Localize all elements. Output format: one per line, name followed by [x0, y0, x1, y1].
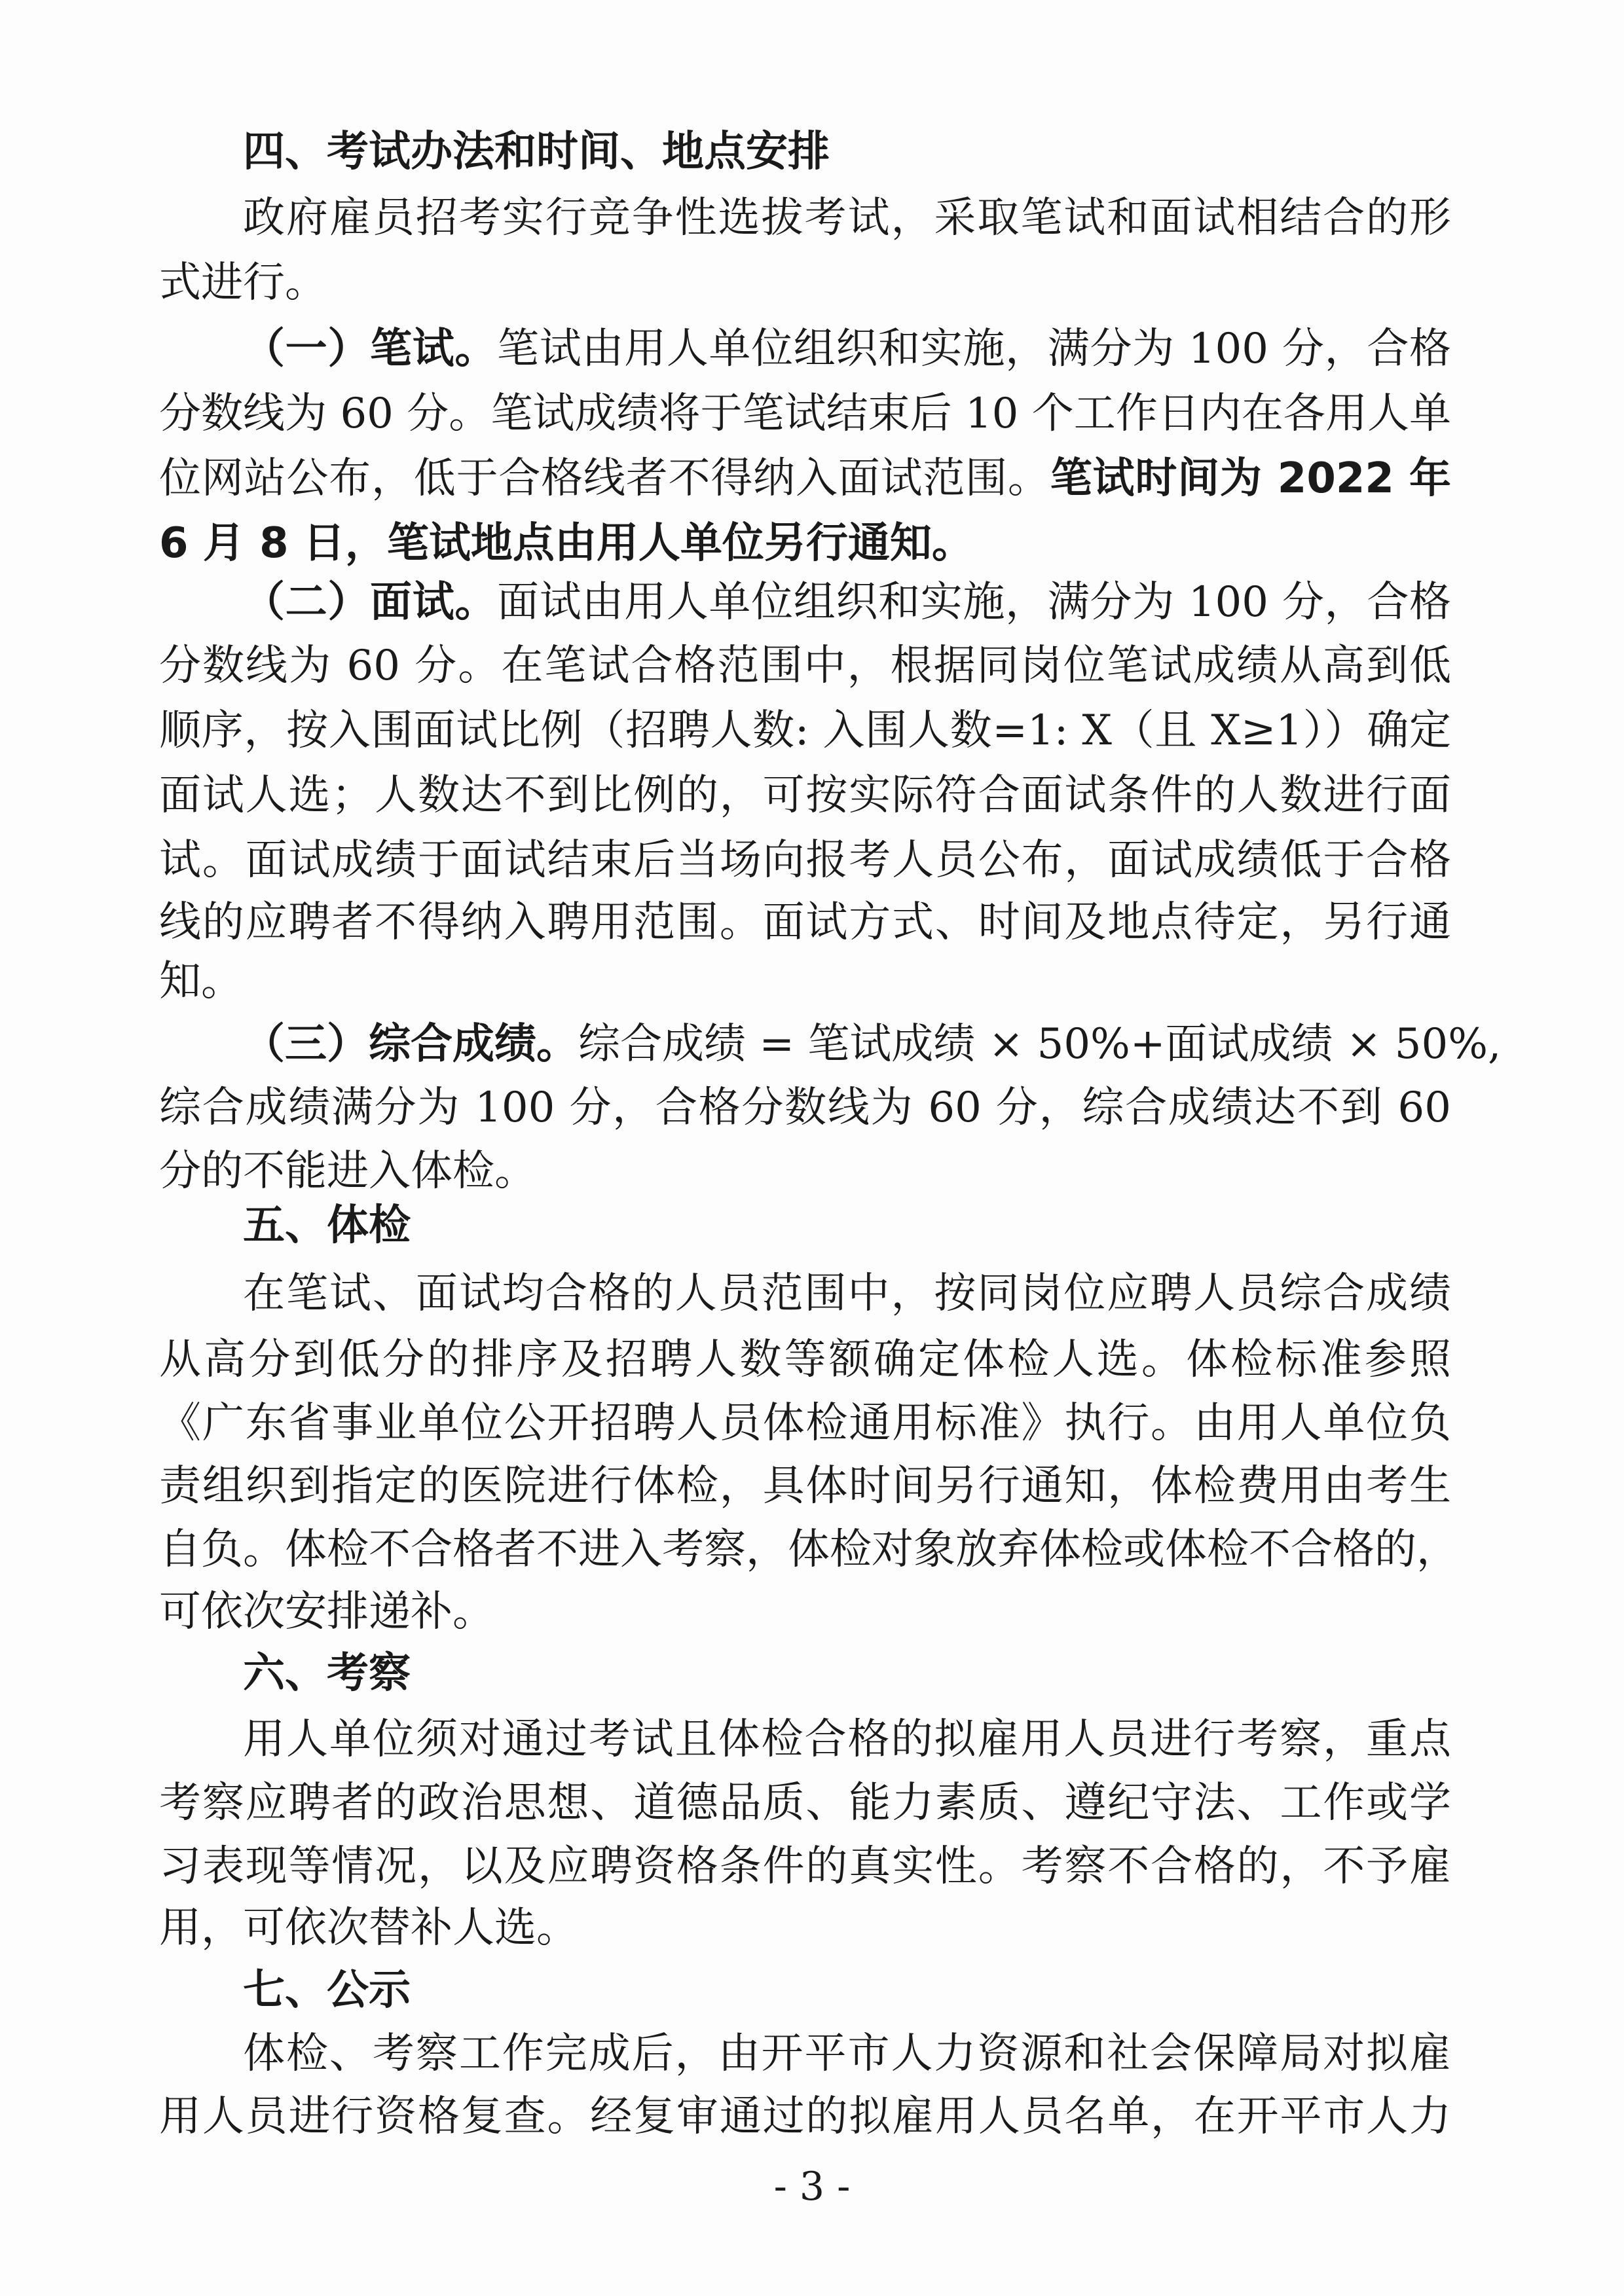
- paragraph-line: [159, 1902, 1451, 1954]
- line-text: 七、公示: [243, 1966, 411, 2014]
- paragraph-line: [159, 257, 1451, 309]
- paragraph-line: [243, 1018, 1502, 1070]
- line-text: 式进行。: [159, 259, 327, 307]
- paragraph-line: [159, 769, 1451, 822]
- paragraph-line: [159, 1586, 1451, 1638]
- line-text: 笔试由用人单位组织和实施，满分为 100 分，合格: [497, 325, 1452, 373]
- paragraph-line: [243, 576, 1451, 629]
- paragraph-line: [243, 1267, 1451, 1320]
- line-text: 可依次安排递补。: [159, 1588, 494, 1636]
- line-text: 体检、考察工作完成后，由开平市人力资源和社会保障局对拟雇: [243, 2030, 1451, 2078]
- line-text: 用人单位须对通过考试且体检合格的拟雇用人员进行考察，重点: [243, 1715, 1451, 1764]
- line-text: 分数线为 60 分。笔试成绩将于笔试结束后 10 个工作日内在各用人单: [159, 390, 1451, 438]
- line-text: 习表现等情况，以及应聘资格条件的真实性。考察不合格的，不予雇: [159, 1842, 1451, 1891]
- paragraph-line: [159, 1082, 1451, 1134]
- line-text: 责组织到指定的医院进行体检，具体时间另行通知，体检费用由考生: [159, 1462, 1451, 1510]
- paragraph-line: [159, 1460, 1451, 1512]
- paragraph-line: [243, 192, 1451, 244]
- line-text: 五、体检: [243, 1201, 411, 1250]
- bold-lead-text: （一）笔试。: [243, 325, 498, 373]
- paragraph-line: [159, 896, 1451, 949]
- paragraph-line: [243, 323, 1451, 375]
- line-text: 用，可依次替补人选。: [159, 1904, 578, 1952]
- paragraph-line: [159, 1397, 1451, 1449]
- line-text: 位网站公布，低于合格线者不得纳入面试范围。: [159, 454, 1050, 503]
- line-text: 面试由用人单位组织和实施，满分为 100 分，合格: [497, 578, 1452, 627]
- line-text: 综合成绩 = 笔试成绩 × 50%+面试成绩 × 50%,: [578, 1020, 1502, 1068]
- line-text: 用人员进行资格复查。经复审通过的拟雇用人员名单，在开平市人力: [159, 2092, 1451, 2141]
- paragraph-line: [159, 834, 1451, 886]
- line-text: 顺序，按入围面试比例（招聘人数: 入围人数=1: X（且 X≥1））确定: [159, 706, 1451, 755]
- line-text: 分数线为 60 分。在笔试合格范围中，根据同岗位笔试成绩从高到低: [159, 642, 1451, 690]
- section-heading: [243, 1647, 1451, 1700]
- line-text: 自负。体检不合格者不进入考察，体检对象放弃体检或体检不合格的，: [159, 1525, 1458, 1574]
- paragraph-line: [159, 1840, 1451, 1893]
- line-text: 从高分到低分的排序及招聘人数等额确定体检人选。体检标准参照: [159, 1336, 1451, 1384]
- paragraph-line: [159, 388, 1451, 440]
- section-heading: [243, 126, 1451, 178]
- paragraph-line: [243, 1713, 1451, 1766]
- section-heading: [243, 1964, 1451, 2016]
- line-text: 政府雇员招考实行竞争性选拔考试，采取笔试和面试相结合的形: [243, 194, 1451, 242]
- paragraph-line: [159, 1145, 1451, 1197]
- line-text: 《广东省事业单位公开招聘人员体检通用标准》执行。由用人单位负: [159, 1399, 1451, 1448]
- line-text: 线的应聘者不得纳入聘用范围。面试方式、时间及地点待定，另行通: [159, 898, 1451, 947]
- paragraph-line: [159, 2090, 1451, 2143]
- page-number: - 3 -: [773, 2164, 851, 2210]
- line-text: 面试人选；人数达不到比例的，可按实际符合面试条件的人数进行面: [159, 771, 1451, 820]
- paragraph-line: [159, 704, 1451, 757]
- line-text: 分的不能进入体检。: [159, 1147, 536, 1195]
- section-heading: [243, 1199, 1451, 1252]
- paragraph-line: [159, 1523, 1458, 1576]
- paragraph-line: [243, 2028, 1451, 2080]
- bold-lead-text: 6 月 8 日，笔试地点由用人单位另行通知。: [159, 519, 974, 568]
- line-text: 在笔试、面试均合格的人员范围中，按同岗位应聘人员综合成绩: [243, 1269, 1451, 1318]
- line-text: 综合成绩满分为 100 分，合格分数线为 60 分，综合成绩达不到 60: [159, 1084, 1451, 1132]
- line-text: 四、考试办法和时间、地点安排: [243, 128, 830, 176]
- paragraph-line: [159, 1334, 1451, 1386]
- line-text: 考察应聘者的政治思想、道德品质、能力素质、遵纪守法、工作或学: [159, 1779, 1451, 1827]
- paragraph-line: [159, 452, 1451, 505]
- paragraph-line: [159, 517, 1451, 570]
- paragraph-line: [159, 1777, 1451, 1829]
- paragraph-line: [159, 640, 1451, 692]
- line-text: 知。: [159, 957, 243, 1006]
- paragraph-line: [159, 955, 1451, 1008]
- bold-lead-text: （二）面试。: [243, 578, 498, 627]
- bold-lead-text: （三）综合成绩。: [243, 1020, 578, 1068]
- bold-trail-text: 笔试时间为 2022 年: [1050, 454, 1451, 503]
- line-text: 试。面试成绩于面试结束后当场向报考人员公布，面试成绩低于合格: [159, 836, 1451, 884]
- line-text: 六、考察: [243, 1649, 411, 1698]
